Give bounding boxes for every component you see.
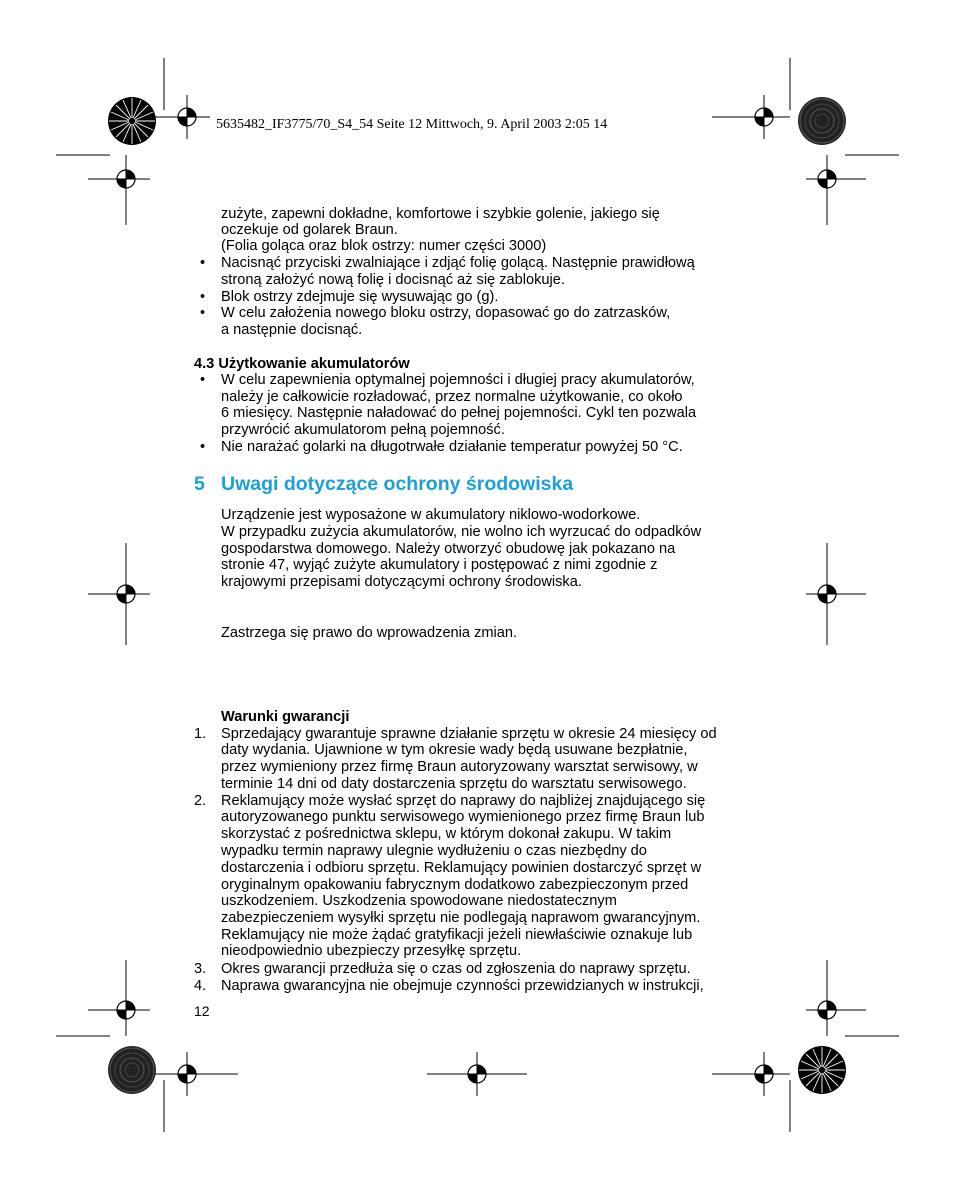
paragraph-line: W przypadku zużycia akumulatorów, nie wolno ich wyrzucać do odpadków [221, 524, 702, 540]
paragraph-line: gospodarstwa domowego. Należy otworzyć obudowę jak pokazano na [221, 541, 676, 557]
paragraph-line: oczekuje od golarek Braun. [221, 222, 398, 238]
warranty-line: Naprawa gwarancyjna nie obejmuje czynności przewidzianych w instrukcji, [221, 978, 704, 994]
section-heading: 4.3 Użytkowanie akumulatorów [194, 356, 410, 372]
paragraph-line: krajowymi przepisami dotyczącymi ochrony środowiska. [221, 574, 582, 590]
bullet-marker: • [200, 305, 206, 321]
warranty-line: Reklamujący może wysłać sprzęt do naprawy do najbliżej znajdującego się [221, 793, 706, 809]
list-item: 6 miesięcy. Następnie naładować do pełnej pojemności. Cykl ten pozwala [221, 405, 697, 421]
paragraph-line: stronie 47, wyjąć zużyte akumulatory i postępować z nimi zgodnie z [221, 557, 658, 573]
list-item: Nie narażać golarki na długotrwałe działanie temperatur powyżej 50 °C. [221, 439, 683, 455]
list-item: a następnie docisnąć. [221, 322, 363, 338]
warranty-heading: Warunki gwarancji [221, 709, 350, 725]
warranty-line: Okres gwarancji przedłuża się o czas od zgłoszenia do naprawy sprzętu. [221, 961, 691, 977]
warranty-line: Reklamujący nie może żądać gratyfikacji jeżeli niewłaściwie oznakuje lub [221, 927, 693, 943]
warranty-line: wypadku termin naprawy ulegnie wydłużeniu o czas niezbędny do [221, 843, 647, 859]
warranty-line: skorzystać z pośrednictwa sklepu, w którym dokonał zakupu. W takim [221, 826, 672, 842]
chapter-number: 5 [194, 473, 205, 495]
bullet-marker: • [200, 439, 206, 455]
list-item: Blok ostrzy zdejmuje się wysuwając go (g). [221, 289, 499, 305]
warranty-line: dostarczenia i odbioru sprzętu. Reklamujący powinien dostarczyć sprzęt w [221, 860, 702, 876]
paragraph-line: (Folia goląca oraz blok ostrzy: numer części 3000) [221, 238, 547, 254]
warranty-line: terminie 14 dni od daty dostarczenia sprzętu do warsztatu serwisowego. [221, 776, 687, 792]
warranty-line: oryginalnym opakowaniu fabrycznym dodatkowo zabezpieczonym przed [221, 877, 689, 893]
list-number: 2. [194, 793, 207, 809]
print-header: 5635482_IF3775/70_S4_54 Seite 12 Mittwoch, 9. April 2003 2:05 14 [216, 117, 608, 132]
list-number: 3. [194, 961, 207, 977]
list-item: stroną założyć nową folię i docisnąć aż się zablokuje. [221, 272, 565, 288]
list-item: W celu założenia nowego bloku ostrzy, dopasować go do zatrzasków, [221, 305, 671, 321]
warranty-line: Sprzedający gwarantuje sprawne działanie sprzętu w okresie 24 miesięcy od [221, 726, 717, 742]
warranty-line: autoryzowanego punktu serwisowego wymienionego przez firmę Braun lub [221, 809, 705, 825]
list-item: należy je całkowicie rozładować, przez normalne użytkowanie, co około [221, 389, 683, 405]
list-number: 4. [194, 978, 207, 994]
bullet-marker: • [200, 289, 206, 305]
paragraph-line: zużyte, zapewni dokładne, komfortowe i szybkie golenie, jakiego się [221, 206, 660, 222]
warranty-line: nieodpowiednio ubezpieczy przesyłkę sprzętu. [221, 943, 522, 959]
bullet-marker: • [200, 255, 206, 271]
warranty-line: daty wydania. Ujawnione w tym okresie wady będą usuwane bezpłatnie, [221, 742, 688, 758]
chapter-title: Uwagi dotyczące ochrony środowiska [221, 473, 574, 495]
paragraph-line: Urządzenie jest wyposażone w akumulatory niklowo-wodorkowe. [221, 507, 641, 523]
warranty-line: zabezpieczeniem wysyłki sprzętu nie podlegają naprawom gwarancyjnym. [221, 910, 701, 926]
reservation-note: Zastrzega się prawo do wprowadzenia zmian. [221, 625, 518, 641]
warranty-line: uszkodzeniem. Uszkodzenia spowodowane niedostatecznym [221, 893, 617, 909]
list-item: W celu zapewnienia optymalnej pojemności i długiej pracy akumulatorów, [221, 372, 695, 388]
page-number: 12 [194, 1003, 210, 1019]
list-item: przywrócić akumulatorom pełną pojemność. [221, 422, 505, 438]
list-item: Nacisnąć przyciski zwalniające i zdjąć folię golącą. Następnie prawidłową [221, 255, 695, 271]
warranty-line: przez wymieniony przez firmę Braun autoryzowany warsztat serwisowy, w [221, 759, 698, 775]
bullet-marker: • [200, 372, 206, 388]
list-number: 1. [194, 726, 207, 742]
